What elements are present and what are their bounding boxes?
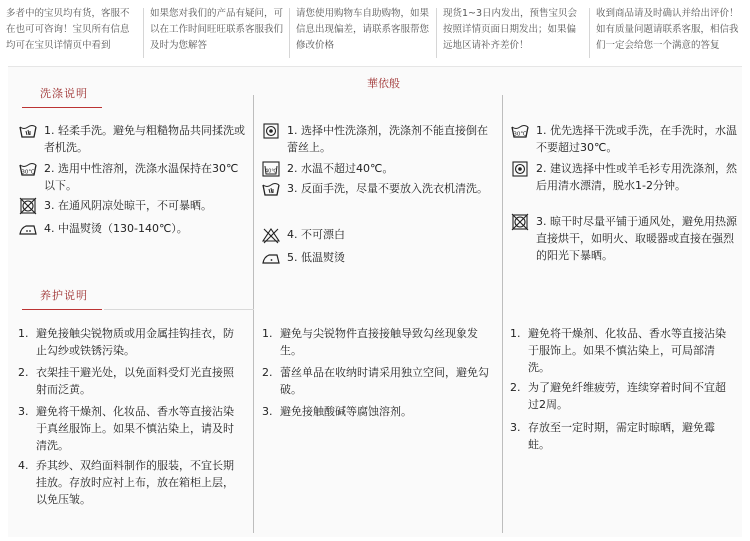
notice-separator	[143, 8, 144, 58]
column-divider	[253, 95, 254, 533]
notice-4: 现货1~3日内发出，预售宝贝会按照详情页面日期发出；如果偏远地区请补齐差价！	[443, 6, 583, 58]
hand-wash-icon	[18, 122, 38, 140]
wash-item: 30℃ 2. 选用中性溶剂，洗涤水温保持在30℃以下。	[18, 160, 246, 194]
svg-text:30℃: 30℃	[21, 169, 35, 176]
iron-medium-icon	[18, 220, 38, 238]
section-divider	[104, 309, 254, 310]
no-tumble-dry-icon	[18, 197, 38, 215]
notice-3: 请您使用购物车自助购物，如果信息出现偏差，请联系客服帮您修改价格	[296, 6, 430, 58]
section-underline	[22, 107, 102, 108]
no-bleach-icon	[261, 226, 281, 244]
svg-text:40℃: 40℃	[265, 168, 277, 175]
notice-separator	[289, 8, 290, 58]
wash-30-icon	[510, 122, 530, 140]
svg-text:30℃: 30℃	[513, 131, 527, 138]
wash-item: 40℃ 2. 水温不超过40℃。	[261, 160, 493, 178]
iron-low-icon	[261, 249, 281, 267]
no-tumble-dry-icon	[510, 213, 530, 231]
brand-title: 華依般	[367, 77, 400, 90]
care-item: 2. 衣架挂干避光处，以免面料受灯光直接照射而泛黄。	[18, 366, 234, 396]
care-item: 4. 乔其纱、双绉面料制作的服装，不宜长期挂放。存放时应衬上布，放在箱柜上层，以免压皱。	[18, 459, 234, 506]
care-item: 1. 避免将干燥剂、化妆品、香水等直接沾染于服饰上。如果不慎沾染上，可局部清洗。	[510, 327, 726, 374]
wash-item: 3. 在通风阴凉处晾干，不可暴晒。	[18, 197, 246, 215]
wash-item: 3. 反面手洗，尽量不要放入洗衣机清洗。	[261, 180, 493, 198]
care-item: 1. 避免接触尖锐物质或用金属挂钩挂衣，防止勾纱或铁锈污染。	[18, 327, 234, 357]
care-item: 2. 为了避免纤维疲劳，连续穿着时间不宜超过2周。	[510, 381, 726, 411]
care-item: 3. 避免将干燥剂、化妆品、香水等直接沾染于真丝服饰上。如果不慎沾染上，请及时清洗。	[18, 405, 234, 452]
wash-item: 4. 不可漂白	[261, 226, 493, 244]
notice-separator	[436, 8, 437, 58]
care-item: 2. 蕾丝单品在收纳时请采用独立空间，避免勾破。	[262, 366, 489, 396]
notice-1: 多者中的宝贝均有货，客服不在也可可咨询！宝贝所有信息均可在宝贝详情页中看到	[6, 8, 130, 51]
wash-item: 1. 轻柔手洗。避免与粗糙物品共同揉洗或者机洗。	[18, 122, 246, 156]
notice-separator	[589, 8, 590, 58]
wash-item: 4. 中温熨烫（130-140℃）。	[18, 220, 246, 238]
wash-item: 3. 晾干时尽量平铺于通风处，避免用热源直接烘干，如明火、取暖器或直接在强烈的阳光下暴晒。	[510, 213, 738, 264]
wash-30-icon	[18, 160, 38, 178]
care-item: 1. 避免与尖锐物件直接接触导致勾丝现象发生。	[262, 327, 478, 357]
wash-item: 30℃ 1. 优先选择干洗或手洗，在手洗时，水温不要超过30℃。	[510, 122, 738, 156]
notice-5: 收到商品请及时确认并给出评价！如有质量问题请联系客服，相信我们一定会给您一个满意的答复	[596, 6, 742, 58]
hand-wash-icon	[261, 180, 281, 198]
wash-item: 2. 建议选择中性或羊毛衫专用洗涤剂，然后用清水漂清，脱水1-2分钟。	[510, 160, 738, 194]
column-divider	[502, 95, 503, 533]
wash-40-icon	[261, 160, 281, 178]
notice-2: 如果您对我们的产品有疑问，可以在工作时间旺旺联系客服我们及时为您解答	[150, 6, 284, 58]
notice-strip	[0, 0, 750, 63]
care-instructions-panel	[8, 66, 742, 537]
wash-section-title: 洗涤说明	[40, 87, 88, 100]
care-item: 3. 存放至一定时期，需定时晾晒，避免霉蛀。	[510, 421, 715, 451]
dry-clean-icon	[261, 122, 281, 140]
wash-item: 1. 选择中性洗涤剂，洗涤剂不能直接倒在蕾丝上。	[261, 122, 493, 156]
wash-item: 5. 低温熨烫	[261, 249, 493, 267]
dry-clean-icon	[510, 160, 530, 178]
care-item: 3. 避免接触酸碱等腐蚀溶剂。	[262, 405, 412, 418]
section-underline	[22, 309, 102, 310]
care-section-title: 养护说明	[40, 289, 88, 302]
